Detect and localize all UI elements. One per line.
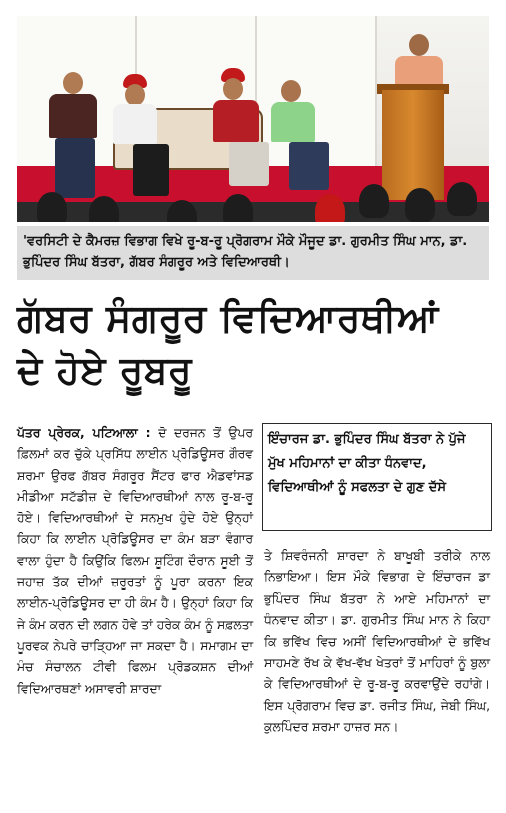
dateline: ਪੱਤਰ ਪ੍ਰੇਰਕ, ਪਟਿਆਲਾ : <box>17 426 151 440</box>
podium <box>382 90 444 200</box>
audience-head <box>447 182 477 216</box>
article-text-left: ਦੋ ਦਰਜਨ ਤੋਂ ਉਪਰ ਫ਼ਿਲਮਾਂ ਕਰ ਚੁੱਕੇ ਪ੍ਰਸਿੱਧ ਲਾਈਨ ਪ੍ਰੋਡਿਊਸਰ ਗੌਰਵ ਸ਼ਰਮਾ ਉਰਫ ਗੱਬਰ ਸੰਗਰੂਰ ਸੈਂਟਰ ਫਾਰ ਐਡਵਾਂਸਡ ਮੀਡੀਆ ਸਟੱਡੀਜ਼ ਦੇ ਵਿਦਿਆਰਥੀਆਂ ਨਾਲ ਰੂ-ਬ-ਰੂ ਹੋਏ। ਵਿਦਿਆਰਥੀਆਂ ਦੇ ਸਨਮੁਖ ਹੁੰਦੇ ਹੋਏ ਉਨ੍ਹਾਂ ਕਿਹਾ ਕਿ ਲਾਈਨ ਪ੍ਰੋਡਿਊਸਰ ਦਾ ਕੰਮ ਬੜਾ ਵੰਗਾਰ ਵਾਲਾ ਹੁੰਦਾ ਹੈ ਕਿਉਂਕਿ ਫਿਲਮ ਸ਼ੂਟਿੰਗ ਦੌਰਾਨ ਸੂਈ ਤੋਂ ਜਹਾਜ਼ ਤੱਕ ਦੀਆਂ ਜ਼ਰੂਰਤਾਂ ਨੂੰ ਪੂਰਾ ਕਰਨਾ ਇਕ ਲਾਈਨ-ਪ੍ਰੋਡਿਊਸਰ ਦਾ ਹੀ ਕੰਮ ਹੈ। ਉਨ੍ਹਾਂ ਕਿਹਾ ਕਿ ਜੇ ਕੰਮ ਕਰਨ ਦੀ ਲਗਨ ਹੋਵੇ ਤਾਂ ਹਰੇਕ ਕੰਮ ਨੂੰ ਸਫ਼ਲਤਾ ਪੂਰਵਕ ਨੇਪਰੇ ਚਾੜ੍ਹਿਆ ਜਾ ਸਕਦਾ ਹੈ। ਸਮਾਗਮ ਦਾ ਮੰਚ ਸੰਚਾਲਨ ਟੀਵੀ ਫਿਲਮ ਪ੍ਰੋਡਕਸ਼ਨ ਦੀਆਂ ਵਿਦਿਆਰਥਣਾਂ ਅਸਾਵਰੀ ਸ਼ਾਰਦਾ <box>17 426 253 696</box>
subhead-box: ਇੰਚਾਰਜ ਡਾ. ਭੁਪਿੰਦਰ ਸਿੰਘ ਬੱਤਰਾ ਨੇ ਪੁੱਜੇ ਮੁੱਖ ਮਹਿਮਾਨਾਂ ਦਾ ਕੀਤਾ ਧੰਨਵਾਦ, ਵਿਦਿਆਥੀਆਂ ਨੂੰ ਸਫਲਤਾ ਦੇ ਗੁਣ ਦੱਸੇ <box>262 423 492 531</box>
photo-caption: 'ਵਰਸਿਟੀ ਦੇ ਕੈਮਰਜ਼ ਵਿਭਾਗ ਵਿਖੇ ਰੂ-ਬ-ਰੂ ਪ੍ਰੋਗਰਾਮ ਮੌਕੇ ਮੌਜੂਦ ਡਾ. ਗੁਰਮੀਤ ਸਿੰਘ ਮਾਨ, ਡਾ. ਭੁਪਿੰਦਰ ਸਿੰਘ ਬੱਤਰਾ, ਗੱਬਰ ਸੰਗਰੂਰ ਅਤੇ ਵਿਦਿਆਰਥੀ। <box>17 226 489 280</box>
audience-head <box>37 192 67 222</box>
news-photo <box>17 16 489 222</box>
audience-head <box>89 196 119 222</box>
audience-head <box>359 184 389 218</box>
headline <box>17 292 489 396</box>
audience-head <box>405 188 435 222</box>
article-right-column: ਤੇ ਸ਼ਿਵਰੰਜਨੀ ਸ਼ਾਰਦਾ ਨੇ ਬਾਖੂਬੀ ਤਰੀਕੇ ਨਾਲ ਨਿਭਾਇਆ। ਇਸ ਮੌਕੇ ਵਿਭਾਗ ਦੇ ਇੰਚਾਰਜ ਡਾ ਭੁਪਿੰਦਰ ਸਿੰਘ ਬੱਤਰਾ ਨੇ ਆਏ ਮਹਿਮਾਨਾਂ ਦਾ ਧੰਨਵਾਦ ਕੀਤਾ। ਡਾ. ਗੁਰਮੀਤ ਸਿੰਘ ਮਾਨ ਨੇ ਕਿਹਾ ਕਿ ਭਵਿੱਖ ਵਿਚ ਅਸੀਂ ਵਿਦਿਆਰਥੀਆਂ ਦੇ ਭਵਿੱਖ ਸਾਹਮਣੇ ਰੱਖ ਕੇ ਵੱਖ-ਵੱਖ ਖੇਤਰਾਂ ਤੋਂ ਮਾਹਿਰਾਂ ਨੂੰ ਬੁਲਾ ਕੇ ਵਿਦਿਆਰਥੀਆਂ ਦੇ ਰੂ-ਬ-ਰੂ ਕਰਵਾਉਂਦੇ ਰਹਾਂਗੇ। ਇਸ ਪ੍ਰੋਗਰਾਮ ਵਿਚ ਡਾ. ਰਜੀਤ ਸਿੰਘ, ਜੇਬੀ ਸਿੰਘ, ਕੁਲਪਿੰਦਰ ਸ਼ਰਮਾ ਹਾਜ਼ਰ ਸਨ। <box>264 549 490 735</box>
article-left-column <box>17 423 253 700</box>
audience-head <box>223 194 253 222</box>
audience-head <box>315 194 345 222</box>
headline-line-2: ਦੇ ਹੋਏ ਰੂਬਰੂ <box>17 348 193 392</box>
headline-line-1: ਗੱਬਰ ਸੰਗਰੂਰ ਵਿਦਿਆਰਥੀਆਂ <box>17 296 439 340</box>
